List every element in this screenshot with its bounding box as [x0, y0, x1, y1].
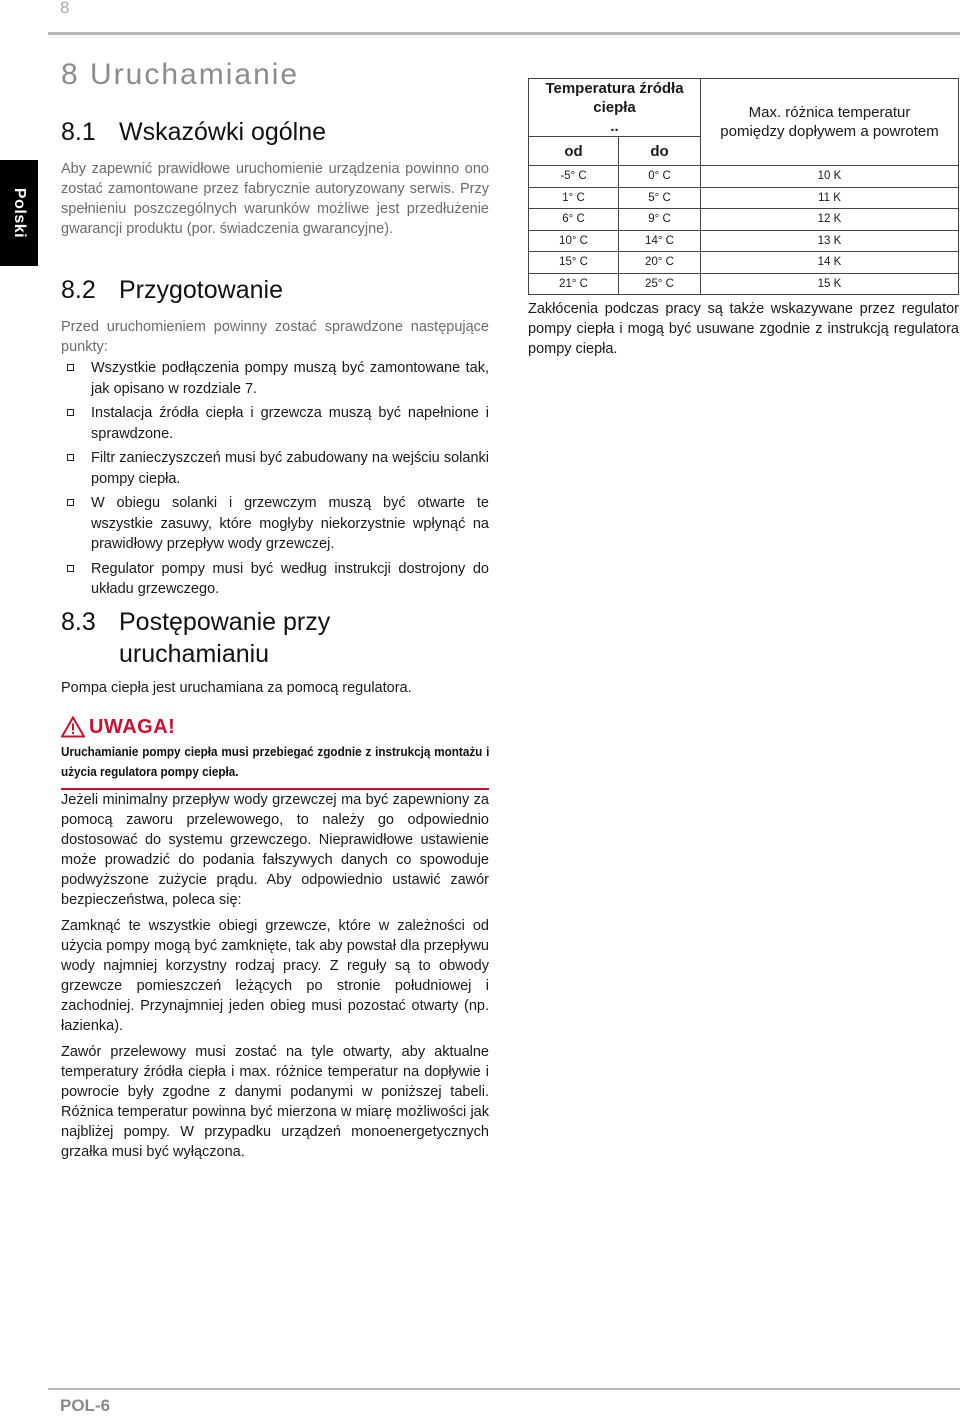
table-cell-from: 1° C [529, 187, 619, 209]
warning-title: UWAGA! [89, 715, 176, 738]
table-row [529, 252, 959, 274]
section-number: 8.2 [61, 276, 96, 304]
table-cell-max: 13 K [701, 230, 959, 252]
table-row [529, 187, 959, 209]
square-bullet-icon [67, 565, 74, 572]
section-heading-8-1 [61, 116, 489, 148]
footer-divider [48, 1388, 960, 1390]
section-heading-8-3 [61, 606, 489, 670]
table-cell-from: 15° C [529, 252, 619, 274]
section-title-line2: uruchamianiu [119, 640, 270, 668]
section-title: Przygotowanie [119, 276, 283, 304]
table-header-source-temperature: Temperatura źródła ciepła .. [529, 79, 701, 137]
table-cell-from: 21° C [529, 273, 619, 295]
warning-text: Uruchamianie pompy ciepła musi przebiegać zgodnie z instrukcją montażu i użycia regulatora pompy ciepła. [61, 744, 490, 779]
table-note: Zakłócenia podczas pracy są także wskazywane przez regulator pompy ciepła i mogą być usuwane zgodnie z instrukcją regulatora pompy ciepła. [528, 301, 959, 357]
paragraph: Zawór przelewowy musi zostać na tyle otwarty, aby aktualne temperatury źródła ciepła i max. różnice temperatur na dopływie i powrocie były zgodne z danymi podanymi w poniższej tabeli. Różnica temperatur powinna być mierzona w miarę możliwości jak najbliżej pompy. W przypadku urządzeń monoenergetycznych grzałka musi być wyłączona. [61, 1044, 489, 1160]
table-cell-max: 12 K [701, 209, 959, 231]
square-bullet-icon [67, 454, 74, 461]
section-8-3-intro: Pompa ciepła jest uruchamiana za pomocą regulatora. [61, 680, 412, 696]
list-item: Filtr zanieczyszczeń musi być zabudowany na wejściu solanki pompy ciepła. [61, 448, 489, 489]
section-8-1-paragraph: Aby zapewnić prawidłowe uruchomienie urządzenia powinno ono zostać zamontowane przez fabrycznie autoryzowany serwis. Przy spełnieniu poszczególnych warunków możliwe jest przedłużenie gwarancji produktu (por. świadczenia gwarancyjne). [61, 161, 489, 237]
warning-header [61, 714, 489, 740]
section-heading-8-2 [61, 274, 489, 306]
table-cell-to: 20° C [619, 252, 701, 274]
section-number: 8.1 [61, 118, 96, 146]
section-title-line1: Postępowanie przy [119, 608, 331, 636]
section-number: 8.3 [61, 608, 96, 636]
table-cell-from: 6° C [529, 209, 619, 231]
warning-triangle-icon [61, 716, 85, 738]
section-8-3-body [61, 790, 489, 1168]
list-item: Regulator pompy musi być według instrukcji dostrojony do układu grzewczego. [61, 559, 489, 600]
table-cell-to: 5° C [619, 187, 701, 209]
section-title: Wskazówki ogólne [119, 118, 327, 146]
table-cell-to: 25° C [619, 273, 701, 295]
table-header-from: od [529, 137, 619, 166]
table-cell-from: -5° C [529, 166, 619, 188]
language-tab-label: Polski [11, 187, 29, 239]
square-bullet-icon [67, 499, 74, 506]
footer-page-label: POL-6 [60, 1396, 111, 1415]
square-bullet-icon [67, 409, 74, 416]
table-row [529, 209, 959, 231]
list-item: Instalacja źródła ciepła i grzewcza muszą być napełnione i sprawdzone. [61, 403, 489, 444]
section-8-2-intro: Przed uruchomieniem powinny zostać sprawdzone następujące punkty: [61, 319, 489, 355]
table-row [529, 230, 959, 252]
table-cell-to: 14° C [619, 230, 701, 252]
chapter-title: 8 Uruchamianie [61, 58, 300, 91]
table-cell-to: 9° C [619, 209, 701, 231]
table-cell-max: 11 K [701, 187, 959, 209]
table-row [529, 166, 959, 188]
table-row [529, 273, 959, 295]
warning-box [61, 714, 489, 790]
table-cell-from: 10° C [529, 230, 619, 252]
checklist [61, 358, 489, 604]
list-item: Wszystkie podłączenia pompy muszą być zamontowane tak, jak opisano w rozdziale 7. [61, 358, 489, 399]
table-header-max-difference: Max. różnica temperatur pomiędzy dopływem a powrotem [701, 79, 959, 166]
table-cell-max: 15 K [701, 273, 959, 295]
table-cell-to: 0° C [619, 166, 701, 188]
square-bullet-icon [67, 364, 74, 371]
table-cell-max: 14 K [701, 252, 959, 274]
table-cell-max: 10 K [701, 166, 959, 188]
header-divider [48, 32, 960, 35]
language-tab [0, 160, 38, 266]
table-header-to: do [619, 137, 701, 166]
temperature-table [528, 78, 959, 295]
temperature-table-container [528, 78, 959, 295]
list-item: W obiegu solanki i grzewczym muszą być otwarte te wszystkie zasuwy, które mogłyby niekorzystnie wpłynąć na prawidłowy przepływ wody grzewczej. [61, 493, 489, 555]
page-number-top: 8 [60, 0, 70, 17]
paragraph: Zamknąć te wszystkie obiegi grzewcze, które w zależności od użycia pompy mogą być zamknięte, tak aby powstał dla przepływu wody najmniej korzystny rodzaj pracy. Z reguły są to obwody grzewcze pomieszczeń leżących po stronie południowej i zachodniej. Przynajmniej jeden obieg musi pozostać otwarty (np. łazienka). [61, 918, 489, 1034]
paragraph: Jeżeli minimalny przepływ wody grzewczej ma być zapewniony za pomocą zaworu przelewowego, to należy go odpowiednio dostosować do systemu grzewczego. Nieprawidłowe ustawienie może prowadzić do podania fałszywych danych co spowoduje podwyższone zużycie prądu. Aby odpowiednio ustawić zawór bezpieczeństwa, poleca się: [61, 792, 489, 908]
